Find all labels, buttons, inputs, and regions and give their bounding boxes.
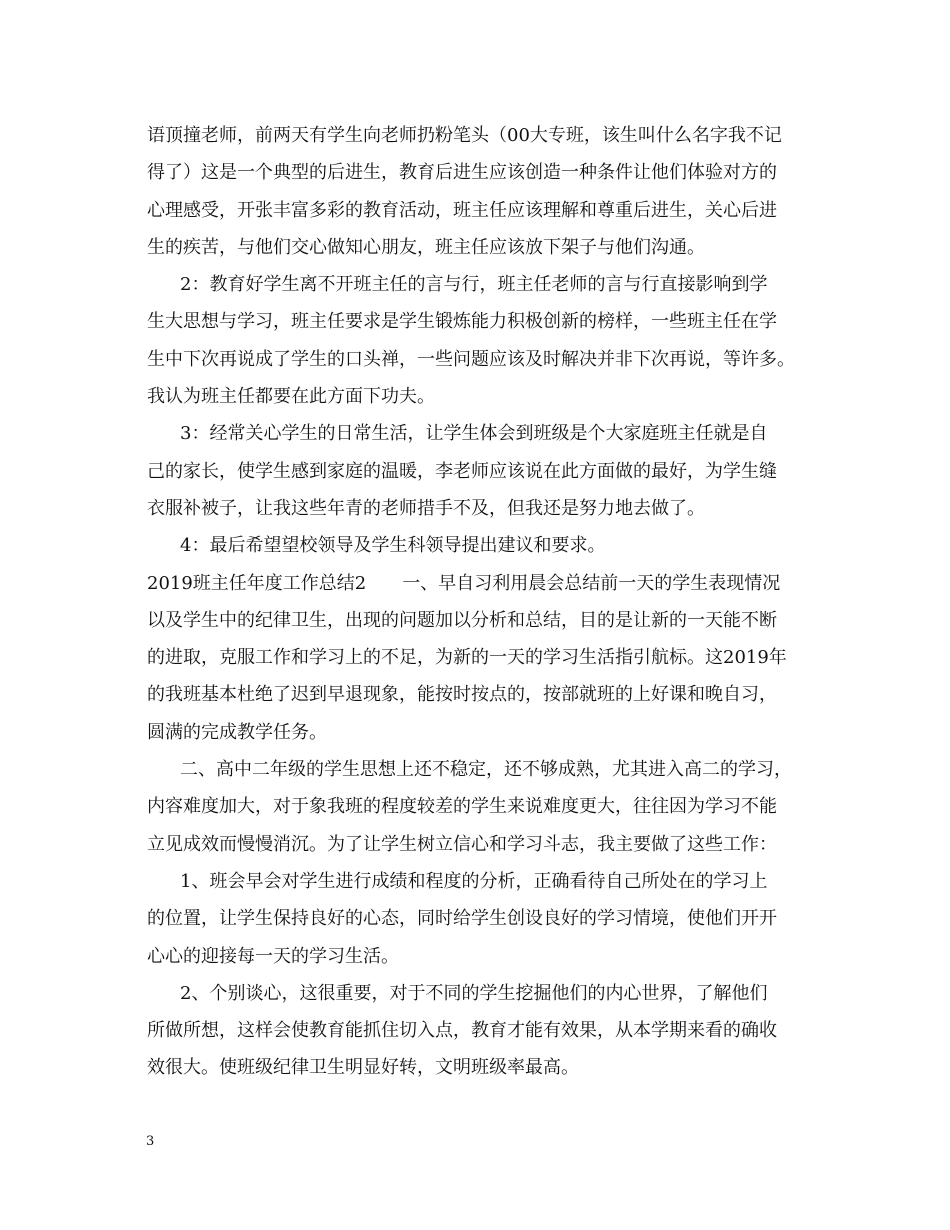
text-line: 的我班基本杜绝了迟到早退现象，能按时按点的，按部就班的上好课和晚自习， [147,684,777,706]
text-line: 衣服补被子，让我这些年青的老师措手不及，但我还是努力地去做了。 [147,497,705,519]
text-line: 心理感受，开张丰富多彩的教育活动，班主任应该理解和尊重后进生，关心后进 [147,199,777,221]
text-line: 生大思想与学习，班主任要求是学生锻炼能力积极创新的榜样，一些班主任在学 [147,311,777,333]
text-line: 2：教育好学生离不开班主任的言与行，班主任老师的言与行直接影响到学 [180,274,768,296]
text-line: 生的疾苦，与他们交心做知心朋友，班主任应该放下架子与他们沟通。 [147,236,705,258]
text-line: 1、班会早会对学生进行成绩和程度的分析，正确看待自己所处在的学习上 [180,870,768,892]
text-line: 我认为班主任都要在此方面下功夫。 [147,386,435,408]
text-line: 语顶撞老师，前两天有学生向老师扔粉笔头（00大专班，该生叫什么名字我不记 [147,125,782,146]
text-line: 效很大。使班级纪律卫生明显好转，文明班级率最高。 [147,1057,579,1079]
text-line: 内容难度加大，对于象我班的程度较差的学生来说难度更大，往往因为学习不能 [147,796,777,818]
text-line: 生中下次再说成了学生的口头禅，一些问题应该及时解决并非下次再说，等许多。 [147,348,795,370]
text-line: 心心的迎接每一天的学习生活。 [147,945,399,967]
text-line: 己的家长，使学生感到家庭的温暖，李老师应该说在此方面做的最好，为学生缝 [147,460,777,482]
text-line: 以及学生中的纪律卫生，出现的问题加以分析和总结，目的是让新的一天能不断 [147,609,777,631]
text-line: 圆满的完成教学任务。 [147,721,327,743]
text-line: 的进取，克服工作和学习上的不足，为新的一天的学习生活指引航标。这2019年 [147,647,787,669]
document-body [147,117,811,1087]
page-number: 3 [146,1134,155,1149]
text-line: 4：最后希望望校领导及学生科领导提出建议和要求。 [180,535,606,557]
text-line: 的位置，让学生保持良好的心态，同时给学生创设良好的学习情境，使他们开开 [147,908,777,930]
text-line: 2、个别谈心，这很重要，对于不同的学生挖掘他们的内心世界，了解他们 [180,982,768,1004]
text-line: 3：经常关心学生的日常生活，让学生体会到班级是个大家庭班主任就是自 [180,423,768,445]
text-line: 二、高中二年级的学生思想上还不稳定，还不够成熟，尤其进入高二的学习， [180,759,792,781]
text-line: 所做所想，这样会使教育能抓住切入点，教育才能有效果，从本学期来看的确收 [147,1020,777,1042]
text-line: 立见成效而慢慢消沉。为了让学生树立信心和学习斗志，我主要做了这些工作： [147,833,777,855]
text-line: 得了）这是一个典型的后进生，教育后进生应该创造一种条件让他们体验对方的 [147,162,777,184]
text-line: 2019班主任年度工作总结2 一、早自习利用晨会总结前一天的学生表现情况 [147,572,781,594]
